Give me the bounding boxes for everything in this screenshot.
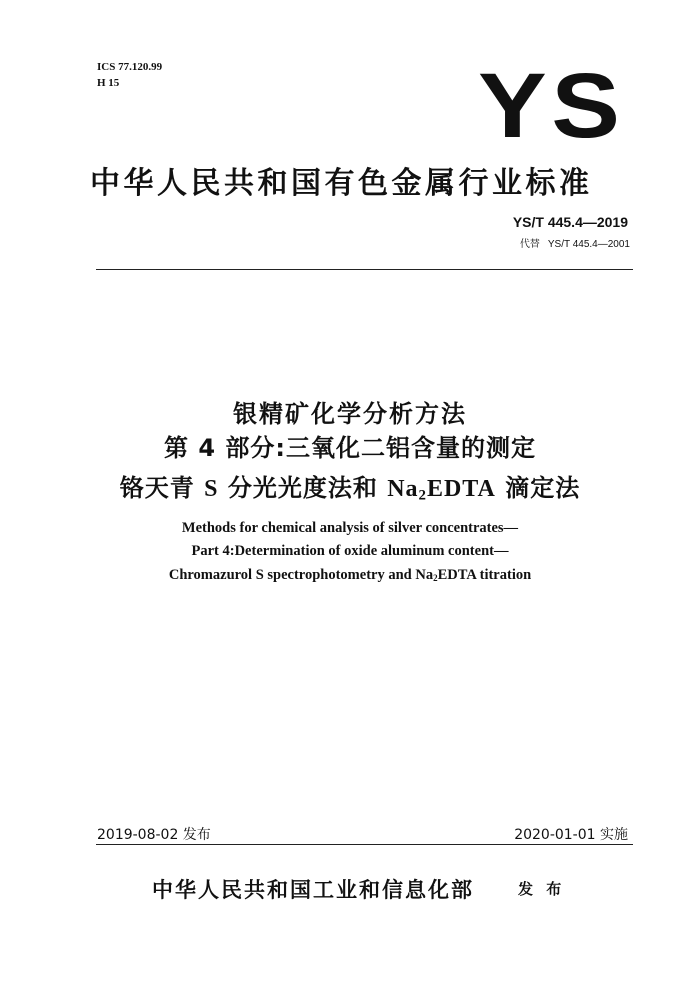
title3-subscript: 2: [418, 487, 427, 504]
standard-number: YS/T 445.4—2019: [512, 214, 628, 230]
title3-part-f: 滴定法: [495, 474, 581, 502]
en3-part-b: EDTA titration: [437, 567, 532, 583]
chinese-title-line-1: 银精矿化学分析方法: [233, 400, 467, 428]
chinese-title-line-3: [0, 468, 700, 505]
en3-subscript: 2: [433, 573, 438, 584]
ys-logo: YS: [478, 55, 625, 157]
title3-part-e: EDTA: [426, 476, 496, 502]
implement-date: 2020-01-01 实施: [514, 827, 628, 843]
ics-code: ICS 77.120.99: [97, 61, 163, 73]
header-divider: [96, 269, 633, 270]
replaces-line: [520, 235, 630, 250]
publish-date: 2019-08-02 发布: [97, 827, 211, 843]
industry-standard-title: 中华人民共和国有色金属行业标准: [90, 166, 593, 201]
title3-part-c: 分光光度法和: [218, 474, 388, 502]
footer-divider: [96, 844, 633, 845]
title3-part-d: Na: [387, 476, 419, 502]
ccs-code: H 15: [97, 77, 120, 89]
title3-part-b: S: [204, 476, 219, 502]
replaces-code: YS/T 445.4—2001: [547, 239, 630, 250]
title3-part-a: 铬天青: [119, 474, 205, 502]
chinese-title-line-2: 第 4 部分:三氧化二铝含量的测定: [163, 434, 536, 462]
english-title-line-1: Methods for chemical analysis of silver concentrates—: [181, 520, 519, 536]
issuer-action: 发 布: [518, 880, 566, 898]
replaces-label: 代替: [519, 239, 540, 250]
en3-part-a: Chromazurol S spectrophotometry and Na: [168, 567, 434, 583]
issuer-name: 中华人民共和国工业和信息化部: [152, 878, 474, 902]
english-title-line-3: [0, 567, 700, 584]
english-title-line-2: Part 4:Determination of oxide aluminum content—: [191, 543, 509, 559]
classification-codes: [97, 59, 162, 91]
